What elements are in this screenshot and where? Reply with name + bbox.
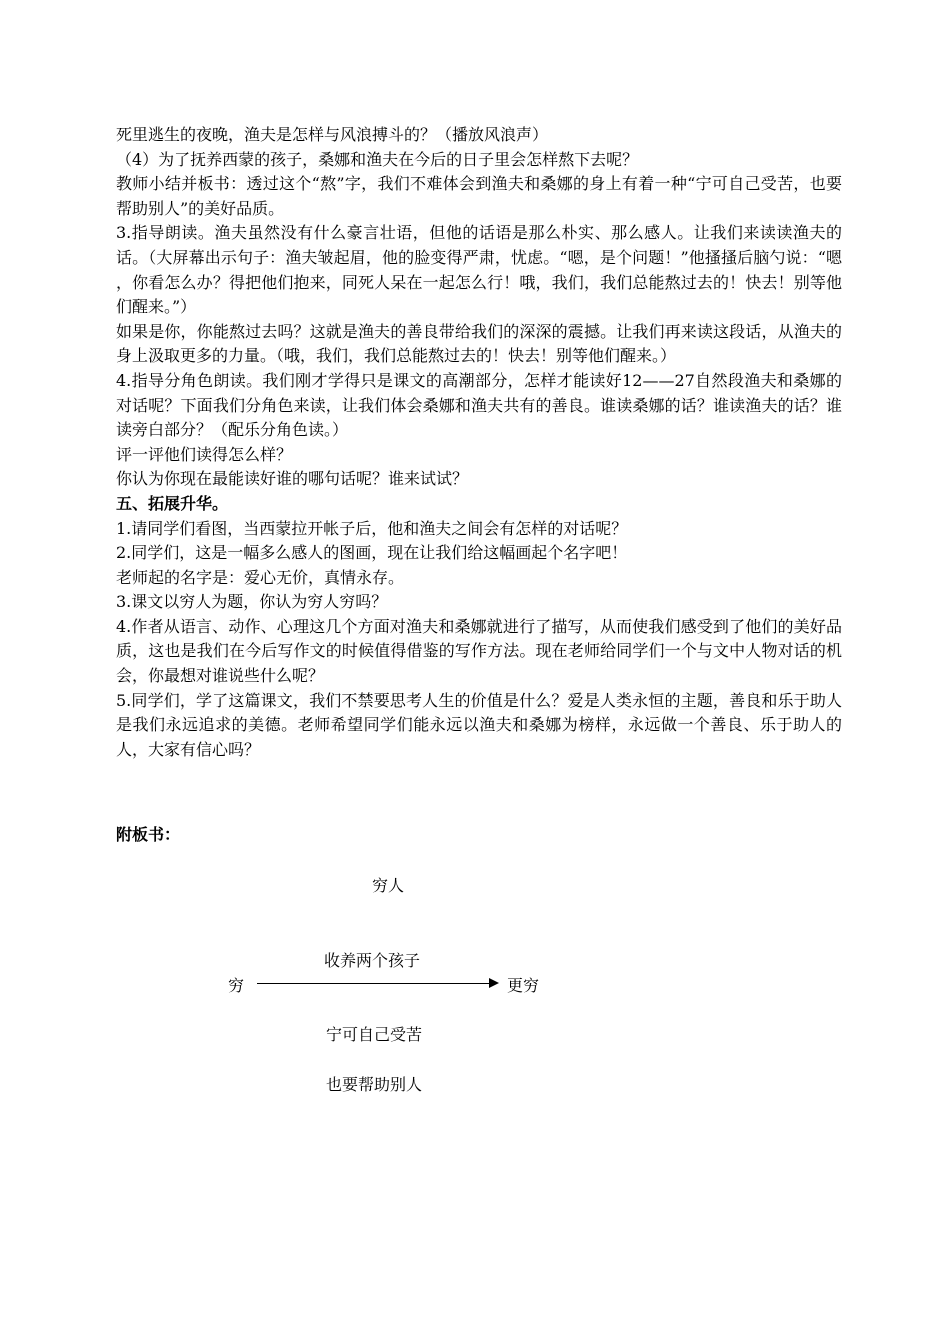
paragraph: 5.同学们，学了这篇课文，我们不禁要思考人生的价值是什么？爱是人类永恒的主题，善良和乐于助人是我们永远追求的美德。老师希望同学们能永远以渔夫和桑娜为榜样，永远做一个善良、乐于助人的人，大家有信心吗？ — [116, 690, 842, 759]
paragraph: 评一评他们读得怎么样？ — [116, 444, 293, 464]
section-heading: 五、拓展升华。 — [116, 493, 229, 513]
paragraph: 你认为你现在最能读好谁的哪句话呢？谁来试试？ — [116, 469, 469, 489]
paragraph: 如果是你，你能熬过去吗？这就是渔夫的善良带给我们的深深的震撼。让我们再来读这段话，从渔夫的身上汲取更多的力量。（哦，我们，我们总能熬过去的！快去！别等他们醒来。） — [116, 321, 842, 366]
paragraph: 4.指导分角色朗读。我们刚才学得只是课文的高潮部分，怎样才能读好12——27自然段渔夫和桑娜的对话呢？下面我们分角色来读，让我们体会桑娜和渔夫共有的善良。谁读桑娜的话？谁读渔夫的话？谁读旁白部分？（配乐分角色读。） — [116, 370, 842, 440]
arrow-label-above: 收养两个孩子 — [324, 951, 421, 970]
arrow-end-label: 更穷 — [507, 976, 540, 995]
paragraph: 4.作者从语言、动作、心理这几个方面对渔夫和桑娜就进行了描写，从而使我们感受到了他们的美好品质，这也是我们在今后写作文的时候值得借鉴的写作方法。现在老师给同学们一个与文中人物对话的机会，你最想对谁说些什么呢？ — [116, 616, 842, 686]
paragraph: 老师起的名字是：爱心无价，真情永存。 — [116, 567, 405, 587]
arrow-start-label: 穷 — [228, 976, 245, 995]
board-heading: 附板书： — [116, 825, 181, 844]
paragraph: （4）为了抚养西蒙的孩子，桑娜和渔夫在今后的日子里会怎样熬下去呢？ — [116, 149, 639, 169]
paragraph: 教师小结并板书：透过这个“熬”字，我们不难体会到渔夫和桑娜的身上有着一种“宁可自己受苦，也要帮助别人”的美好品质。 — [116, 174, 842, 218]
lesson-text — [116, 123, 842, 762]
arrow-label-below-2: 也要帮助别人 — [326, 1075, 423, 1094]
paragraph: 3.课文以穷人为题，你认为穷人穷吗？ — [116, 592, 388, 612]
paragraph: 1.请同学们看图，当西蒙拉开帐子后，他和渔夫之间会有怎样的对话呢？ — [116, 518, 628, 538]
paragraph: 死里逃生的夜晚，渔夫是怎样与风浪搏斗的？（播放风浪声） — [116, 125, 549, 144]
paragraph: 2.同学们，这是一幅多么感人的图画，现在让我们给这幅画起个名字吧！ — [116, 543, 628, 563]
arrow-line — [257, 983, 491, 984]
board-title: 穷人 — [372, 876, 405, 895]
paragraph: 3.指导朗读。渔夫虽然没有什么豪言壮语，但他的话语是那么朴实、那么感人。让我们来读读渔夫的话。（大屏幕出示句子：渔夫皱起眉，他的脸变得严肃，忧虑。“嗯，是个问题！”他搔搔后脑勺说：“嗯 ，你看怎么办？得把他们抱来，同死人呆在一起怎么行！哦，我们，我们总能熬过去的！快去！别等他们醒来。”） — [116, 223, 842, 317]
arrow-head-icon — [489, 978, 499, 988]
arrow-label-below-1: 宁可自己受苦 — [326, 1025, 423, 1044]
